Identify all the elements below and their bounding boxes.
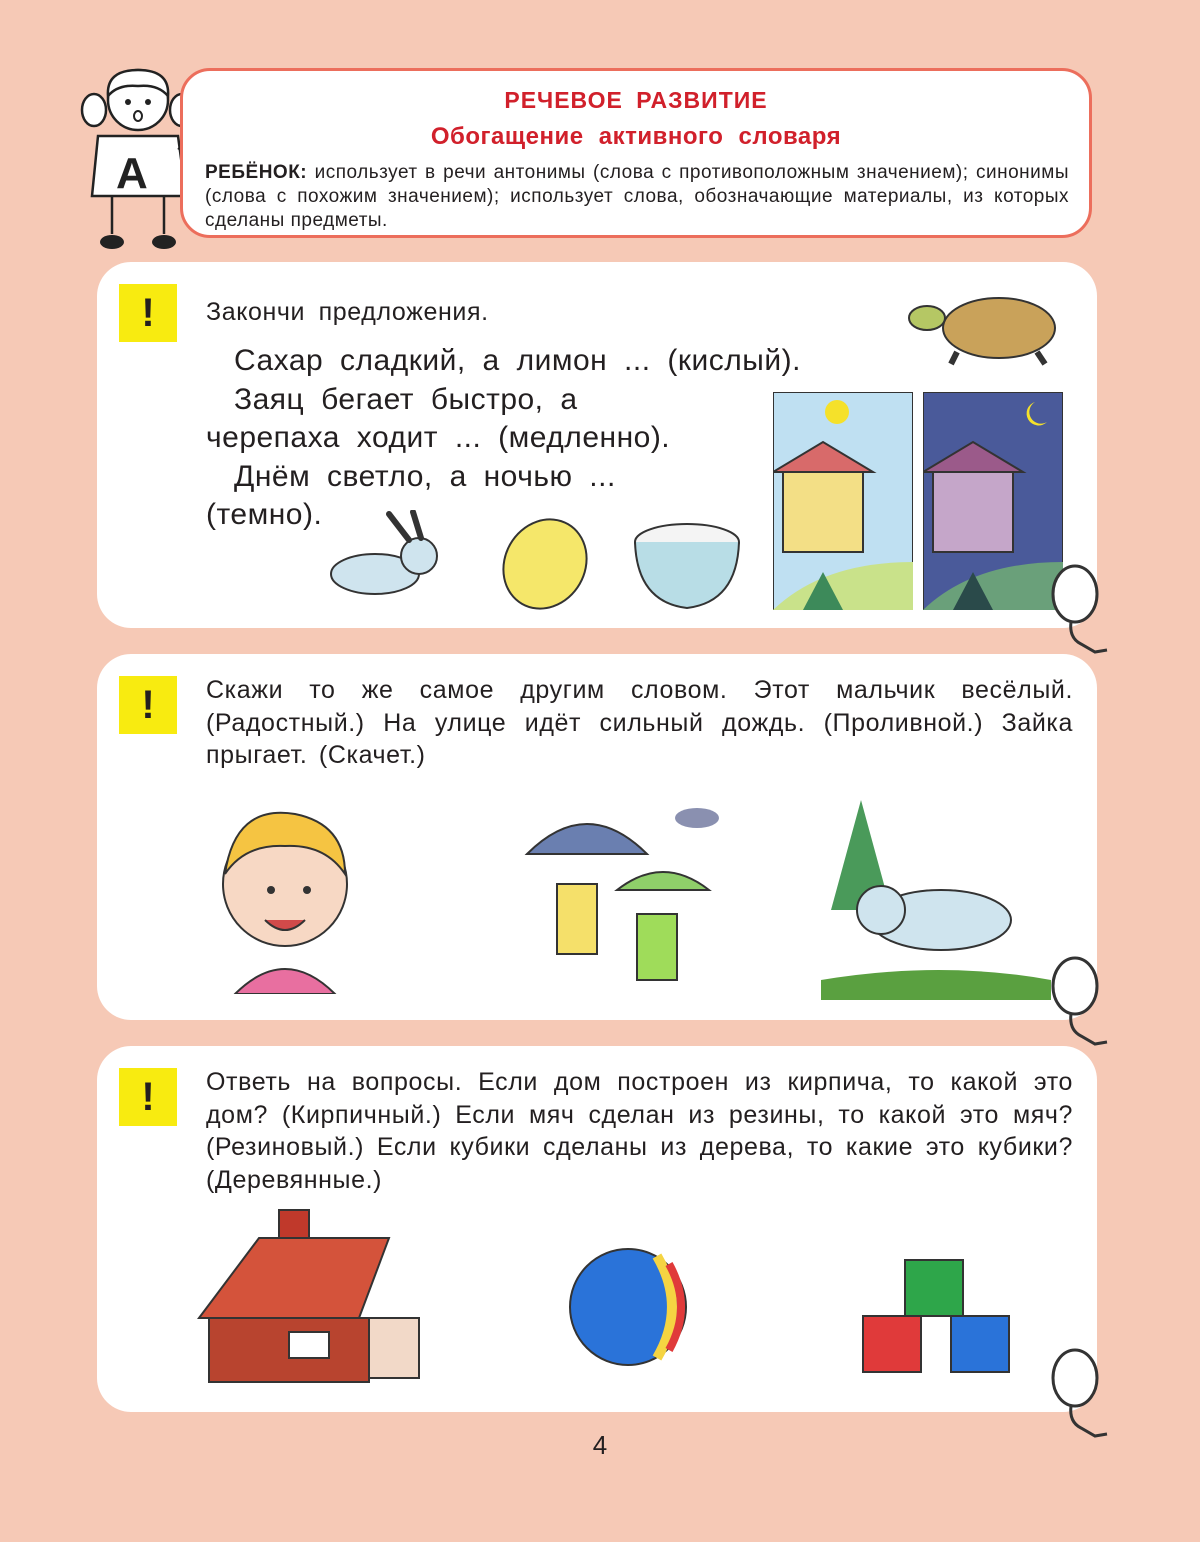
boy-icon — [215, 794, 355, 994]
task-marker: ! — [119, 284, 177, 342]
rubber-ball-icon — [567, 1246, 689, 1368]
girl-badge-letter: А — [116, 149, 148, 198]
turtle-icon — [907, 288, 1067, 368]
night-house-icon — [923, 392, 1063, 610]
wooden-cubes-icon — [861, 1258, 1013, 1374]
day-house-icon — [773, 392, 913, 610]
rain-umbrella-icon — [517, 794, 723, 1004]
child-label: РЕБЁНОК: — [205, 162, 308, 183]
page-number: 4 — [592, 1430, 608, 1460]
task-card-1 — [97, 262, 1097, 628]
task-card-2 — [97, 654, 1097, 1020]
lemon-icon — [497, 514, 593, 614]
task-text: Скажи то же самое другим словом. Этот мальчик весёлый. (Радостный.) На улице идёт сильный дождь. (Проливной.) Зайка прыгает. (Скачет.) — [206, 676, 1073, 769]
brick-house-icon — [189, 1208, 429, 1388]
task-intro: Закончи предложения. — [206, 298, 489, 326]
header-description — [205, 161, 1069, 233]
section-subtitle: Обогащение активного словаря — [430, 123, 842, 150]
sugar-bowl-icon — [627, 518, 747, 614]
hare-icon — [309, 510, 449, 610]
description-text: использует в речи антонимы (слова с противоположным значением); синонимы (слова с похожим значением); использует слова, обозначающие материалы, из которых сделаны предметы. — [205, 162, 1069, 231]
sentence-2: Заяц бегает быстро, а черепаха ходит ... (медленно). — [206, 382, 671, 454]
magnifier-icon — [1051, 562, 1111, 658]
sentence-3: Днём светло, а ночью ... (темно). — [206, 459, 616, 531]
task-text: Ответь на вопросы. Если дом построен из кирпича, то какой это дом? (Кирпичный.) Если мяч сделан из резины, то какой это мяч? (Резиновый.) Если кубики сделаны из дерева, то какие это кубики? (Деревянные.) — [206, 1068, 1073, 1194]
task-card-3 — [97, 1046, 1097, 1412]
header-box — [180, 68, 1092, 238]
task-marker: ! — [119, 676, 177, 734]
task-marker: ! — [119, 1068, 177, 1126]
magnifier-icon — [1051, 1346, 1111, 1442]
sentence-1: Сахар сладкий, а лимон ... (кислый). — [234, 344, 801, 377]
magnifier-icon — [1051, 954, 1111, 1050]
running-hare-icon — [821, 800, 1051, 1000]
section-title: РЕЧЕВОЕ РАЗВИТИЕ — [504, 87, 768, 113]
